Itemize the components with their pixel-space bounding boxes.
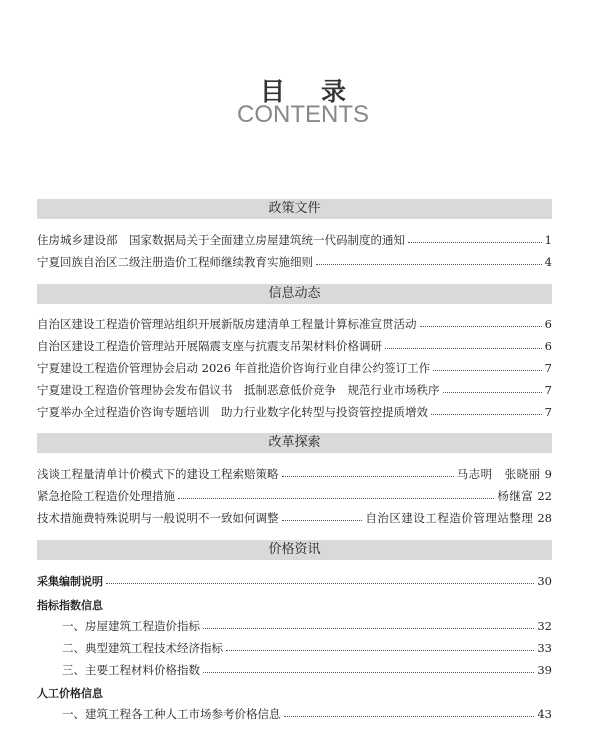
- leader-dots: [226, 650, 534, 651]
- toc-entry[interactable]: [37, 465, 552, 483]
- toc-entry-title: 自治区建设工程造价管理站开展隔震支座与抗震支吊架材料价格调研: [37, 339, 382, 353]
- toc-entry[interactable]: [62, 617, 552, 635]
- toc-entry[interactable]: [37, 487, 552, 505]
- page-title: 目录: [259, 77, 382, 106]
- toc-entry[interactable]: [37, 315, 552, 333]
- leader-dots: [282, 476, 454, 477]
- section-header-reform: 改革探索: [37, 433, 552, 453]
- toc-entry-title: 采集编制说明: [37, 575, 103, 588]
- toc-entry-page: 4: [544, 255, 552, 269]
- toc-entry[interactable]: [37, 381, 552, 399]
- leader-dots: [420, 326, 542, 327]
- leader-dots: [284, 716, 535, 717]
- leader-dots: [443, 392, 542, 393]
- toc-entry[interactable]: [37, 509, 552, 527]
- toc-entry[interactable]: [37, 253, 552, 271]
- toc-entry-author: 杨继富: [497, 489, 534, 503]
- toc-entry-title: 二、典型建筑工程技术经济指标: [62, 641, 223, 655]
- toc-entry-page: 7: [544, 383, 552, 397]
- toc-entry-page: 6: [544, 339, 552, 353]
- toc-entry-title: 紧急抢险工程造价处理措施: [37, 489, 175, 503]
- leader-dots: [316, 264, 542, 265]
- toc-entry-title: 宁夏建设工程造价管理协会发布倡议书 抵制恶意低价竞争 规范行业市场秩序: [37, 383, 440, 397]
- toc-entry-page: 22: [537, 489, 552, 503]
- toc-entry-page: 6: [544, 317, 552, 331]
- toc-entry[interactable]: [37, 231, 552, 249]
- toc-entry[interactable]: [37, 359, 552, 377]
- toc-entry-page: 1: [544, 233, 552, 247]
- section-header-price: 价格资讯: [37, 540, 552, 560]
- leader-dots: [203, 672, 534, 673]
- toc-entry-title: 自治区建设工程造价管理站组织开展新版房建清单工程量计算标准宣贯活动: [37, 317, 417, 331]
- toc-entry-title: 浅谈工程量清单计价模式下的建设工程索赔策略: [37, 467, 279, 481]
- toc-entry-page: 7: [544, 405, 552, 419]
- toc-entry-page: 33: [537, 641, 552, 655]
- leader-dots: [282, 520, 363, 521]
- leader-dots: [203, 628, 534, 629]
- section-header-news: 信息动态: [37, 284, 552, 304]
- toc-entry-page: 30: [537, 574, 552, 588]
- toc-entry-page: 28: [537, 511, 552, 525]
- toc-entry-page: 9: [544, 467, 552, 481]
- leader-dots: [431, 414, 542, 415]
- toc-entry[interactable]: [37, 572, 552, 590]
- toc-entry-page: 43: [537, 707, 552, 721]
- section-header-policy: 政策文件: [37, 199, 552, 219]
- leader-dots: [433, 370, 542, 371]
- leader-dots: [408, 242, 542, 243]
- toc-entry-title: 宁夏举办全过程造价咨询专题培训 助力行业数字化转型与投资管控提质增效: [37, 405, 428, 419]
- toc-entry-title: 住房城乡建设部 国家数据局关于全面建立房屋建筑统一代码制度的通知: [37, 233, 405, 247]
- leader-dots: [178, 498, 494, 499]
- toc-entry-title: 三、主要工程材料价格指数: [62, 663, 200, 677]
- toc-entry[interactable]: [62, 661, 552, 679]
- toc-entry-title: 一、建筑工程各工种人工市场参考价格信息: [62, 707, 281, 721]
- toc-entry-page: 39: [537, 663, 552, 677]
- toc-entry-author: 马志明 张晓丽: [456, 467, 541, 481]
- toc-entry[interactable]: [62, 705, 552, 723]
- leader-dots: [385, 348, 542, 349]
- toc-entry-title: 宁夏回族自治区二级注册造价工程师继续教育实施细则: [37, 255, 313, 269]
- toc-category-labor: 人工价格信息: [37, 687, 103, 700]
- leader-dots: [106, 583, 534, 584]
- toc-entry-page: 7: [544, 361, 552, 375]
- page-subtitle: CONTENTS: [237, 101, 369, 128]
- toc-entry-title: 技术措施费特殊说明与一般说明不一致如何调整: [37, 511, 279, 525]
- toc-entry-title: 一、房屋建筑工程造价指标: [62, 619, 200, 633]
- toc-entry-page: 32: [537, 619, 552, 633]
- toc-category-index: 指标指数信息: [37, 599, 103, 612]
- toc-entry-author: 自治区建设工程造价管理站整理: [365, 511, 534, 525]
- toc-entry[interactable]: [37, 403, 552, 421]
- toc-entry[interactable]: [62, 639, 552, 657]
- toc-entry[interactable]: [37, 337, 552, 355]
- toc-entry-title: 宁夏建设工程造价管理协会启动 2026 年首批造价咨询行业自律公约签订工作: [37, 361, 431, 375]
